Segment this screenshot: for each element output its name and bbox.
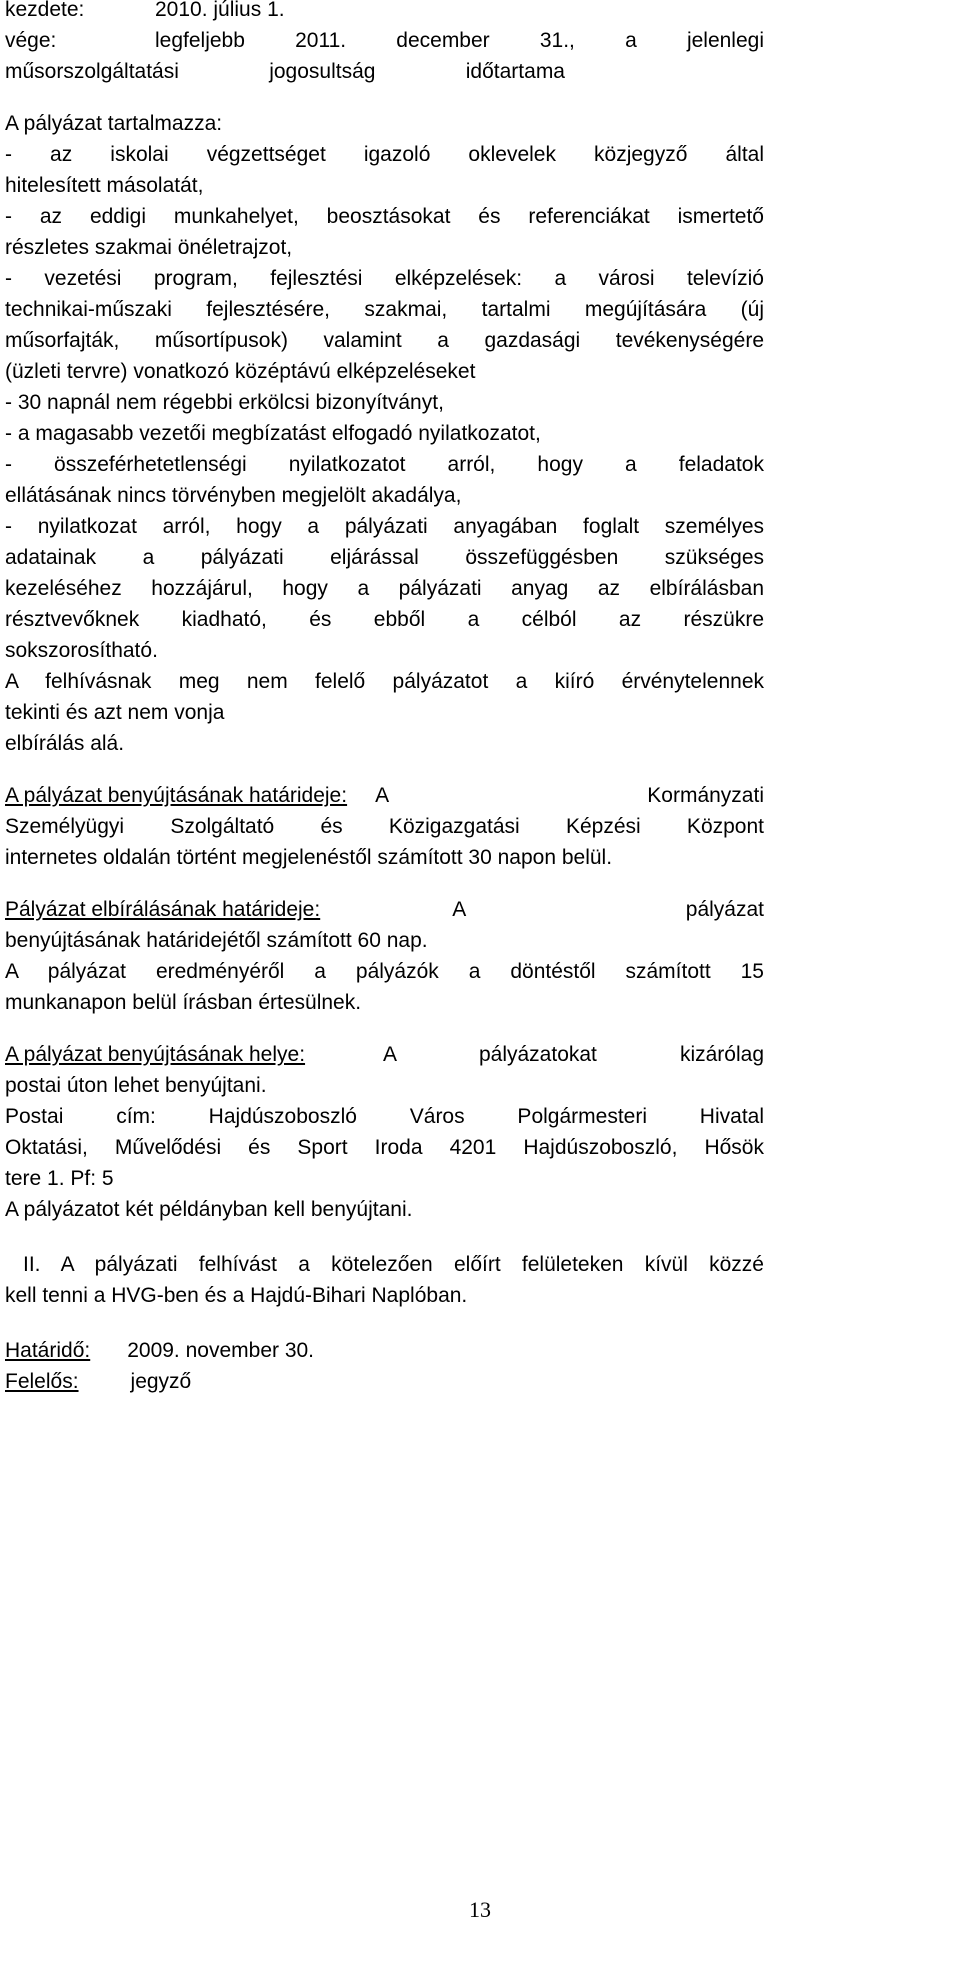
evaluation-line3: A pályázat eredményéről a pályázók a döntéstől számított 15 [5,960,764,983]
term-start-label: kezdete: [5,0,85,21]
term-end-row [5,25,764,56]
term-end-label: vége: [5,29,57,52]
responsible-field [5,1366,764,1397]
contents-line: adatainak a pályázati eljárással összefüggésben szükséges [5,546,764,569]
submission-line2: postai úton lehet benyújtani. [5,1074,267,1097]
term-start-row [5,0,764,25]
section2-line2: kell tenni a HVG-ben és a Hajdú-Bihari Naplóban. [5,1284,468,1307]
responsible-field-value: jegyző [130,1370,192,1393]
deadline-field [5,1335,764,1366]
contents-line: tekinti és azt nem vonja [5,701,225,724]
contents-line: kezeléséhez hozzájárul, hogy a pályázati anyag az elbírálásban [5,577,764,600]
page-number: 13 [469,1897,491,1922]
submission-line3: Postai cím: Hajdúszoboszló Város Polgármesteri Hivatal [5,1105,764,1128]
section2-line1: II. A pályázati felhívást a kötelezően előírt felületeken kívül közzé [23,1253,764,1276]
spacer [5,759,764,780]
submission-line4: Oktatási, Művelődési és Sport Iroda 4201 Hajdúszoboszló, Hősök [5,1136,764,1159]
submission-line5: tere 1. Pf: 5 [5,1167,114,1190]
contents-line: résztvevőknek kiadható, és ebből a célból az részükre [5,608,764,631]
term-end-value-line1: legfeljebb 2011. december 31., a jelenlegi [155,29,764,52]
submission-line1: A pályázatokat kizárólag [383,1043,764,1066]
deadline-field-label: Határidő: [5,1339,91,1362]
contents-line: - az eddigi munkahelyet, beosztásokat és referenciákat ismertető [5,205,764,228]
deadline-field-value: 2009. november 30. [127,1339,315,1362]
evaluation-line2: benyújtásának határidejétől számított 60 nap. [5,929,428,952]
contents-line: ellátásának nincs törvényben megjelölt akadálya, [5,484,462,507]
submission-line6: A pályázatot két példányban kell benyújtani. [5,1198,413,1221]
term-end-value-line2: műsorszolgáltatási jogosultság időtartama [5,60,565,83]
contents-line: (üzleti tervre) vonatkozó középtávú elképzeléseket [5,360,476,383]
evaluation-line1: A pályázat [452,898,764,921]
evaluation-row [5,894,764,925]
contents-line: - összeférhetetlenségi nyilatkozatot arról, hogy a feladatok [5,453,764,476]
contents-line: elbírálás alá. [5,732,125,755]
deadline-line2: Személyügyi Szolgáltató és Közigazgatási Képzési Központ [5,815,764,838]
deadline-row [5,780,764,811]
deadline-line3: internetes oldalán történt megjelenéstől számított 30 napon belül. [5,846,613,869]
spacer [5,1018,764,1039]
contents-line: - az iskolai végzettséget igazoló oklevelek közjegyző által [5,143,764,166]
contents-line: - nyilatkozat arról, hogy a pályázati anyagában foglalt személyes [5,515,764,538]
submission-row [5,1039,764,1070]
contents-line: részletes szakmai önéletrajzot, [5,236,293,259]
contents-heading: A pályázat tartalmazza: [5,112,223,135]
spacer [5,1311,764,1335]
responsible-field-label: Felelős: [5,1370,79,1393]
contents-line: - 30 napnál nem régebbi erkölcsi bizonyítványt, [5,391,444,414]
contents-line: - a magasabb vezetői megbízatást elfogadó nyilatkozatot, [5,422,541,445]
spacer [5,1225,764,1249]
contents-line: technikai-műszaki fejlesztésére, szakmai, tartalmi megújítására (új [5,298,764,321]
contents-line: műsorfajták, műsortípusok) valamint a gazdasági tevékenységére [5,329,764,352]
submission-label: A pályázat benyújtásának helye: [5,1043,306,1066]
contents-line: hitelesített másolatát, [5,174,204,197]
contents-line: - vezetési program, fejlesztési elképzelések: a városi televízió [5,267,764,290]
deadline-label: A pályázat benyújtásának határideje: [5,784,348,807]
contents-line: A felhívásnak meg nem felelő pályázatot a kiíró érvénytelennek [5,670,764,693]
spacer [5,873,764,894]
evaluation-label: Pályázat elbírálásának határideje: [5,898,321,921]
evaluation-line4: munkanapon belül írásban értesülnek. [5,991,362,1014]
contents-line: sokszorosítható. [5,639,158,662]
spacer [5,87,764,108]
term-start-value: 2010. július 1. [155,0,285,21]
deadline-line1: A Kormányzati [375,784,764,807]
